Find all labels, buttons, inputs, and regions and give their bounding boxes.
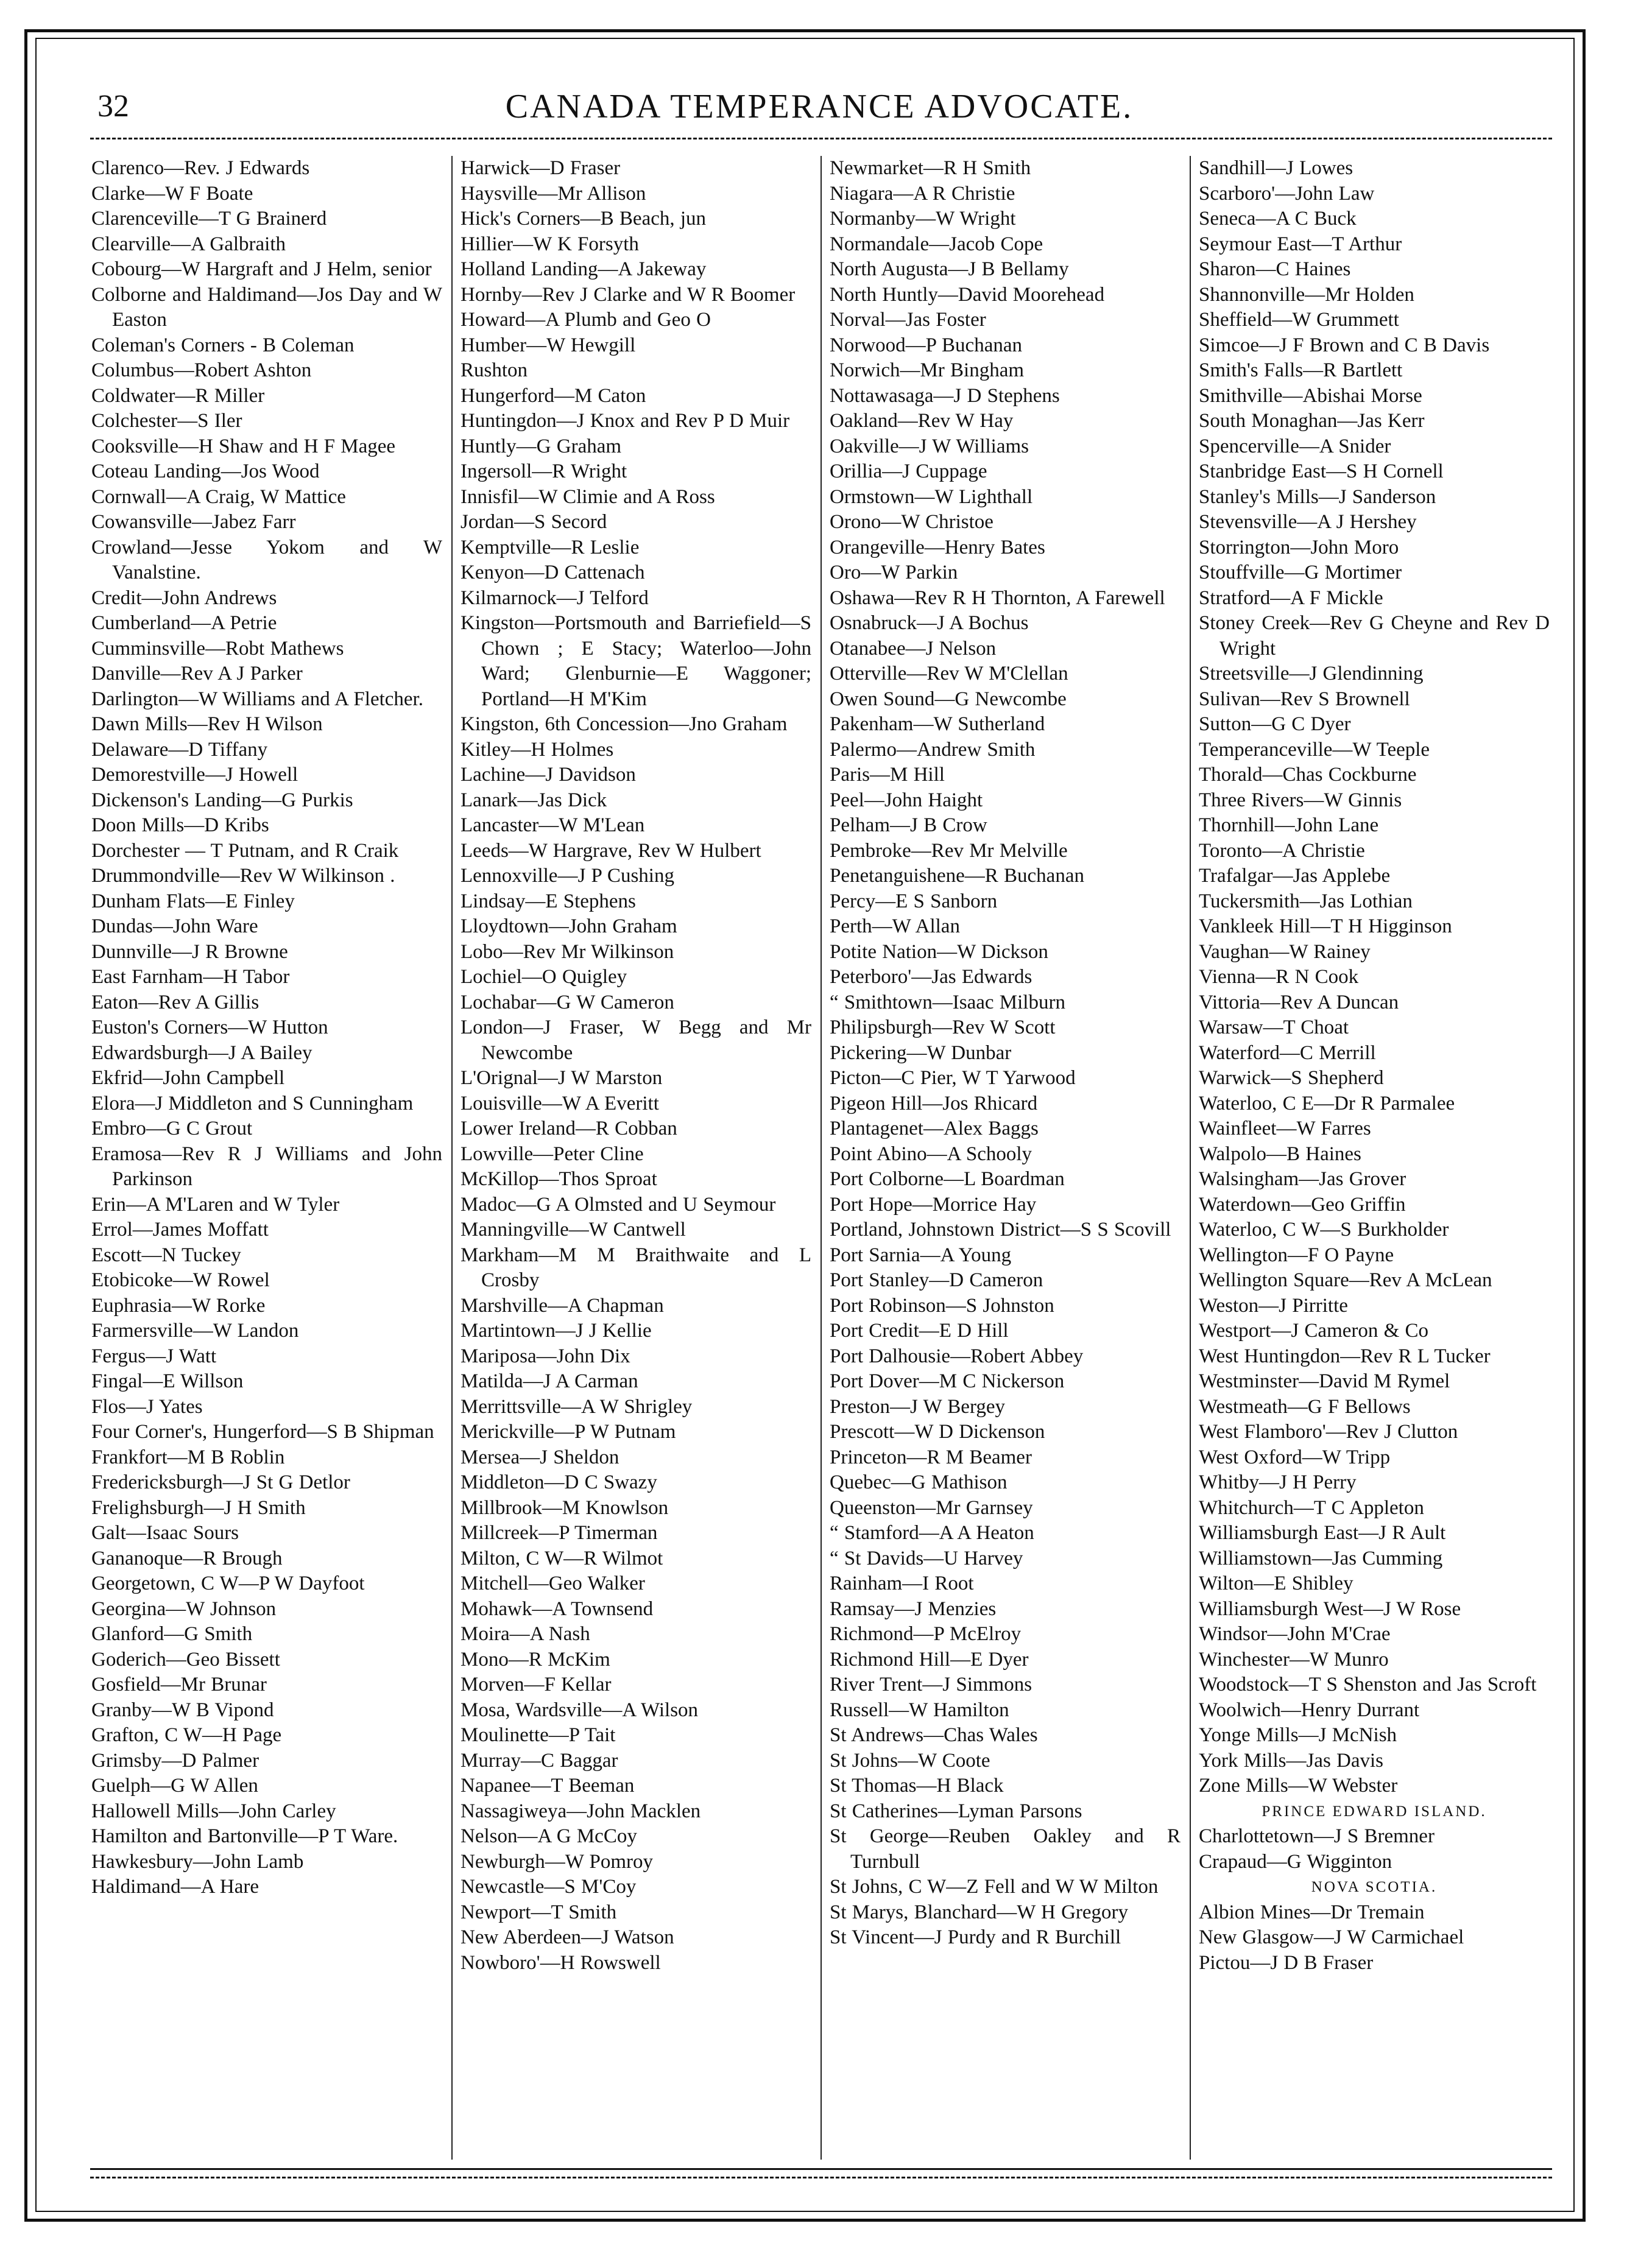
agent-entry: Westport—J Cameron & Co <box>1199 1320 1429 1342</box>
agent-entry: Howard—A Plumb and Geo O <box>461 309 711 331</box>
agent-entry: Potite Nation—W Dickson <box>830 940 1048 963</box>
agent-entry: Colborne and Haldimand—Jos Day and W Easton <box>91 283 442 331</box>
agent-entry: Eramosa—Rev R J Williams and John Parkinson <box>91 1143 442 1190</box>
agent-entry: Cumminsville—Robt Mathews <box>91 637 344 660</box>
agent-entry: St Johns—W Coote <box>830 1749 990 1772</box>
agent-entry: Marshville—A Chapman <box>461 1294 664 1317</box>
agent-entry: Winchester—W Munro <box>1199 1648 1389 1671</box>
footer-rule-dashed <box>90 2177 1552 2178</box>
agent-entry: Manningville—W Cantwell <box>461 1219 686 1241</box>
agent-entry: London—J Fraser, W Begg and Mr Newcombe <box>461 1016 811 1064</box>
agent-entry: Newmarket—R H Smith <box>830 157 1031 179</box>
agent-entry: Hillier—W K Forsyth <box>461 233 639 255</box>
agent-entry: Whitchurch—T C Appleton <box>1199 1496 1424 1519</box>
agent-entry: Spencerville—A Snider <box>1199 435 1391 457</box>
agent-entry: Zone Mills—W Webster <box>1199 1775 1398 1797</box>
agent-entry: Kemptville—R Leslie <box>461 536 640 558</box>
agent-entry: Farmersville—W Landon <box>91 1320 299 1342</box>
agent-entry: Euphrasia—W Rorke <box>91 1294 266 1317</box>
agent-entry: Mohawk—A Townsend <box>461 1597 654 1620</box>
agent-entry: Richmond Hill—E Dyer <box>830 1648 1029 1671</box>
agent-entry: Lobo—Rev Mr Wilkinson <box>461 940 674 963</box>
agent-entry: Hamilton and Bartonville—P T Ware. <box>91 1825 398 1847</box>
page-title: CANADA TEMPERANCE ADVOCATE. <box>505 88 1134 125</box>
agent-entry: Norval—Jas Foster <box>830 309 986 331</box>
agent-entry: Pictou—J D B Fraser <box>1199 1951 1374 1974</box>
agent-entry: Osnabruck—J A Bochus <box>830 612 1029 634</box>
agent-entry: Dawn Mills—Rev H Wilson <box>91 713 323 735</box>
agent-entry: Kingston—Portsmouth and Barriefield—S Chown ; E Stacy; Waterloo—John Ward; Glenburnie—E Waggoner; Portland—H M'Kim <box>461 612 811 710</box>
agent-entry: South Monaghan—Jas Kerr <box>1199 410 1425 432</box>
agent-entry: Hick's Corners—B Beach, jun <box>461 208 707 230</box>
agent-entry: Shannonville—Mr Holden <box>1199 283 1414 306</box>
agent-entry: Normanby—W Wright <box>830 208 1016 230</box>
agent-entry: “ Stamford—A A Heaton <box>830 1522 1034 1544</box>
agent-entry: Mosa, Wardsville—A Wilson <box>461 1699 699 1721</box>
agent-entry: Moulinette—P Tait <box>461 1724 616 1746</box>
agent-entry: Holland Landing—A Jakeway <box>461 258 707 280</box>
agent-entry: Coldwater—R Miller <box>91 384 265 407</box>
agent-entry: Goderich—Geo Bissett <box>91 1648 280 1671</box>
agent-entry: Morven—F Kellar <box>461 1674 612 1696</box>
agent-entry: Newport—T Smith <box>461 1901 617 1923</box>
agent-entry: Embro—G C Grout <box>91 1118 253 1139</box>
column-divider <box>1190 156 1191 2160</box>
agent-entry: Smithville—Abishai Morse <box>1199 384 1422 407</box>
agent-entry: Madoc—G A Olmsted and U Seymour <box>461 1193 776 1216</box>
agent-entry: Georgina—W Johnson <box>91 1597 277 1620</box>
agent-entry: Otanabee—J Nelson <box>830 637 997 660</box>
section-heading: PRINCE EDWARD ISLAND. <box>1262 1803 1487 1820</box>
agent-entry: Port Stanley—D Cameron <box>830 1269 1043 1291</box>
agent-entry: Nottawasaga—J D Stephens <box>830 384 1060 407</box>
agent-entry: Pickering—W Dunbar <box>830 1041 1012 1064</box>
agent-entry: Ingersoll—R Wright <box>461 460 627 482</box>
agent-entry: Napanee—T Beeman <box>461 1775 635 1797</box>
agent-entry: Vankleek Hill—T H Higginson <box>1199 915 1452 937</box>
agent-entry: Hawkesbury—John Lamb <box>91 1850 304 1873</box>
agent-entry: Coteau Landing—Jos Wood <box>91 460 320 482</box>
agent-entry: Cumberland—A Petrie <box>91 612 277 634</box>
agent-entry: Clarke—W F Boate <box>91 182 253 205</box>
agent-entry: Haldimand—A Hare <box>91 1876 259 1898</box>
agent-entry: Dorchester — T Putnam, and R Craik <box>91 839 399 862</box>
agent-entry: Three Rivers—W Ginnis <box>1199 789 1402 811</box>
agent-entry: West Flamboro'—Rev J Clutton <box>1199 1421 1458 1443</box>
agent-entry: Port Credit—E D Hill <box>830 1320 1009 1342</box>
agent-entry: Glanford—G Smith <box>91 1623 253 1645</box>
page-header <box>73 85 1565 128</box>
agent-entry: Port Dalhousie—Robert Abbey <box>830 1345 1084 1367</box>
agent-entry: Euston's Corners—W Hutton <box>91 1016 328 1038</box>
agent-entry: Eaton—Rev A Gillis <box>91 991 259 1013</box>
agent-entry: Richmond—P McElroy <box>830 1623 1022 1645</box>
agent-entry: Mersea—J Sheldon <box>461 1446 619 1468</box>
agent-entry: Oro—W Parkin <box>830 562 958 583</box>
agent-entry: Simcoe—J F Brown and C B Davis <box>1199 334 1490 356</box>
agent-entry: Nowboro'—H Rowswell <box>461 1951 661 1974</box>
agent-entry: Russell—W Hamilton <box>830 1699 1009 1721</box>
agent-entry: Port Hope—Morrice Hay <box>830 1193 1037 1216</box>
agent-entry: “ Smithtown—Isaac Milburn <box>830 991 1065 1013</box>
agent-entry: St Andrews—Chas Wales <box>830 1724 1038 1746</box>
agent-entry: Coleman's Corners - B Coleman <box>91 334 355 356</box>
agent-entry: St Catherines—Lyman Parsons <box>830 1800 1082 1822</box>
agent-entry: Darlington—W Williams and A Fletcher. <box>91 688 423 710</box>
agent-entry: Weston—J Pirritte <box>1199 1294 1348 1317</box>
agent-entry: Thorald—Chas Cockburne <box>1199 764 1417 786</box>
column-1 <box>91 156 442 2160</box>
agent-entry: Galt—Isaac Sours <box>91 1522 239 1544</box>
agent-entry: Sheffield—W Grummett <box>1199 309 1399 331</box>
agent-entry: Charlottetown—J S Bremner <box>1199 1825 1435 1847</box>
agent-entry: Millcreek—P Timerman <box>461 1522 658 1544</box>
footer-rule <box>90 2168 1552 2170</box>
agent-entry: Ormstown—W Lighthall <box>830 485 1033 508</box>
agent-entry: Mariposa—John Dix <box>461 1345 630 1367</box>
agent-entry: “ St Davids—U Harvey <box>830 1547 1023 1569</box>
agent-entry: Granby—W B Vipond <box>91 1699 274 1721</box>
agent-entry: Yonge Mills—J McNish <box>1199 1724 1397 1746</box>
agent-entry: West Huntingdon—Rev R L Tucker <box>1199 1345 1491 1367</box>
agent-entry: Cowansville—Jabez Farr <box>91 511 296 533</box>
agent-entry: Elora—J Middleton and S Cunningham <box>91 1092 414 1115</box>
agent-entry: Stevensville—A J Hershey <box>1199 511 1417 533</box>
agent-entry: Lindsay—E Stephens <box>461 890 636 912</box>
agent-entry: Kilmarnock—J Telford <box>461 586 649 609</box>
agent-entry: Rushton <box>461 359 528 381</box>
agent-entry: New Glasgow—J W Carmichael <box>1199 1926 1464 1948</box>
agent-entry: Wellington Square—Rev A McLean <box>1199 1269 1492 1291</box>
agent-entry: Edwardsburgh—J A Bailey <box>91 1041 312 1064</box>
agent-entry: Newcastle—S M'Coy <box>461 1876 637 1898</box>
agent-entry: Williamstown—Jas Cumming <box>1199 1547 1443 1569</box>
agent-entry: Toronto—A Christie <box>1199 839 1365 862</box>
agent-entry: Waterloo, C E—Dr R Parmalee <box>1199 1092 1455 1115</box>
agent-entry: Millbrook—M Knowlson <box>461 1496 669 1519</box>
agent-entry: Port Dover—M C Nickerson <box>830 1370 1065 1392</box>
agent-entry: Frankfort—M B Roblin <box>91 1446 285 1468</box>
agent-entry: Innisfil—W Climie and A Ross <box>461 485 715 508</box>
agent-entry: Peterboro'—Jas Edwards <box>830 966 1032 988</box>
agent-entry: Errol—James Moffatt <box>91 1219 269 1241</box>
agent-entry: Oakville—J W Williams <box>830 435 1029 457</box>
agent-entry: Lochiel—O Quigley <box>461 966 627 988</box>
agent-entry: Storrington—John Moro <box>1199 536 1399 558</box>
agent-entry: Flos—J Yates <box>91 1395 203 1418</box>
agent-entry: Doon Mills—D Kribs <box>91 814 269 836</box>
agent-entry: Sandhill—J Lowes <box>1199 157 1353 179</box>
agent-entry: Matilda—J A Carman <box>461 1370 638 1392</box>
agent-entry: Dickenson's Landing—G Purkis <box>91 789 353 811</box>
agent-entry: Lancaster—W M'Lean <box>461 814 645 836</box>
agent-entry: Princeton—R M Beamer <box>830 1446 1032 1468</box>
agent-entry: McKillop—Thos Sproat <box>461 1168 657 1190</box>
agent-entry: Streetsville—J Glendinning <box>1199 663 1424 685</box>
agent-entry: St George—Reuben Oakley and R Turnbull <box>830 1825 1181 1873</box>
agent-entry: Huntly—G Graham <box>461 435 622 457</box>
agent-entry: Mitchell—Geo Walker <box>461 1572 645 1594</box>
agent-entry: Orangeville—Henry Bates <box>830 536 1045 558</box>
agent-entry: Clarenco—Rev. J Edwards <box>91 157 310 179</box>
agent-entry: Smith's Falls—R Bartlett <box>1199 359 1403 381</box>
agent-entry: Pembroke—Rev Mr Melville <box>830 839 1068 862</box>
agent-entry: Louisville—W A Everitt <box>461 1092 659 1115</box>
agent-entry: Penetanguishene—R Buchanan <box>830 865 1084 887</box>
agent-entry: Dunham Flats—E Finley <box>91 890 295 912</box>
agent-entry: Humber—W Hewgill <box>461 334 636 356</box>
agent-entry: Pakenham—W Sutherland <box>830 713 1045 735</box>
agent-entry: Port Robinson—S Johnston <box>830 1294 1054 1317</box>
agent-entry: New Aberdeen—J Watson <box>461 1926 674 1948</box>
agent-entry: East Farnham—H Tabor <box>91 966 290 988</box>
agent-entry: Demorestville—J Howell <box>91 764 298 786</box>
agent-entry: Norwood—P Buchanan <box>830 334 1022 356</box>
agent-entry: Palermo—Andrew Smith <box>830 738 1036 761</box>
agent-entry: Georgetown, C W—P W Dayfoot <box>91 1572 365 1594</box>
agent-entry: Trafalgar—Jas Applebe <box>1199 865 1391 887</box>
agent-entry: Wilton—E Shibley <box>1199 1572 1353 1594</box>
agent-entry: Lochabar—G W Cameron <box>461 991 674 1013</box>
agent-entry: Sutton—G C Dyer <box>1199 713 1351 735</box>
agent-entry: Temperanceville—W Teeple <box>1199 738 1430 761</box>
agent-entry: Woolwich—Henry Durrant <box>1199 1699 1420 1721</box>
agent-entry: Hornby—Rev J Clarke and W R Boomer <box>461 283 796 306</box>
agent-entry: Otterville—Rev W M'Clellan <box>830 663 1068 685</box>
agent-entry: Scarboro'—John Law <box>1199 182 1375 205</box>
agent-entry: Cobourg—W Hargraft and J Helm, senior <box>91 258 432 280</box>
agent-entry: Lower Ireland—R Cobban <box>461 1118 677 1139</box>
column-divider <box>451 156 453 2160</box>
agent-entry: Ramsay—J Menzies <box>830 1597 997 1620</box>
agent-entry: Gosfield—Mr Brunar <box>91 1674 267 1696</box>
agent-entry: Thornhill—John Lane <box>1199 814 1379 836</box>
agent-entry: Lloydtown—John Graham <box>461 915 677 937</box>
agent-entry: Pigeon Hill—Jos Rhicard <box>830 1092 1038 1115</box>
agent-entry: Middleton—D C Swazy <box>461 1471 657 1493</box>
agent-entry: L'Orignal—J W Marston <box>461 1067 663 1089</box>
agent-entry: Huntingdon—J Knox and Rev P D Muir <box>461 410 790 432</box>
agent-entry: Nelson—A G McCoy <box>461 1825 637 1847</box>
agent-entry: Plantagenet—Alex Baggs <box>830 1118 1039 1139</box>
agent-entry: Pelham—J B Crow <box>830 814 987 836</box>
agent-entry: Milton, C W—R Wilmot <box>461 1547 663 1569</box>
agent-entry: Escott—N Tuckey <box>91 1244 241 1266</box>
agent-entry: Owen Sound—G Newcombe <box>830 688 1067 710</box>
agent-entry: Fredericksburgh—J St G Detlor <box>91 1471 350 1493</box>
agent-entry: Port Sarnia—A Young <box>830 1244 1012 1266</box>
agent-entry: Credit—John Andrews <box>91 586 277 609</box>
agent-entry: Preston—J W Bergey <box>830 1395 1005 1418</box>
agent-entry: Murray—C Baggar <box>461 1749 618 1772</box>
agent-entry: Sulivan—Rev S Brownell <box>1199 688 1410 710</box>
agent-entry: West Oxford—W Tripp <box>1199 1446 1391 1468</box>
agent-entry: Walpolo—B Haines <box>1199 1143 1361 1165</box>
agent-entry: Prescott—W D Dickenson <box>830 1421 1045 1443</box>
agent-entry: Dundas—John Ware <box>91 915 258 937</box>
agent-entry: Kenyon—D Cattenach <box>461 562 645 583</box>
agent-entry: Seneca—A C Buck <box>1199 208 1357 230</box>
agent-entry: Markham—M M Braithwaite and L Crosby <box>461 1244 811 1291</box>
agent-entry: York Mills—Jas Davis <box>1199 1749 1384 1772</box>
agent-entry: Stoney Creek—Rev G Cheyne and Rev D Wright <box>1199 612 1550 660</box>
agent-entry: Picton—C Pier, W T Yarwood <box>830 1067 1076 1089</box>
column-2 <box>461 156 811 2160</box>
agent-entry: Vittoria—Rev A Duncan <box>1199 991 1399 1013</box>
agent-entry: Merrittsville—A W Shrigley <box>461 1395 693 1418</box>
agent-entry: Warwick—S Shepherd <box>1199 1067 1384 1089</box>
agent-entry: Hungerford—M Caton <box>461 384 646 407</box>
agent-entry: Percy—E S Sanborn <box>830 890 998 912</box>
agent-entry: Lanark—Jas Dick <box>461 789 607 811</box>
agent-entry: Whitby—J H Perry <box>1199 1471 1357 1493</box>
agent-entry: Stouffville—G Mortimer <box>1199 562 1402 583</box>
agent-entry: Colchester—S Iler <box>91 410 242 432</box>
agent-entry: Norwich—Mr Bingham <box>830 359 1025 381</box>
agent-entry: St Johns, C W—Z Fell and W W Milton <box>830 1876 1159 1898</box>
agent-entry: Windsor—John M'Crae <box>1199 1623 1391 1645</box>
agent-entry: Kitley—H Holmes <box>461 738 614 761</box>
agent-entry: Oakland—Rev W Hay <box>830 410 1014 432</box>
agent-entry: Dunnville—J R Browne <box>91 940 288 963</box>
agent-entry: Waterloo, C W—S Burkholder <box>1199 1219 1449 1241</box>
agent-entry: North Augusta—J B Bellamy <box>830 258 1069 280</box>
agent-entry: Port Colborne—L Boardman <box>830 1168 1065 1190</box>
agent-entry: Lennoxville—J P Cushing <box>461 865 674 887</box>
agent-entry: Mono—R McKim <box>461 1648 610 1671</box>
agent-entry: Quebec—G Mathison <box>830 1471 1008 1493</box>
agent-entry: Danville—Rev A J Parker <box>91 663 303 685</box>
agent-entry: Queenston—Mr Garnsey <box>830 1496 1033 1519</box>
agent-entry: Martintown—J J Kellie <box>461 1320 652 1342</box>
agent-entry: Vienna—R N Cook <box>1199 966 1359 988</box>
agent-entry: St Thomas—H Black <box>830 1775 1004 1797</box>
agent-entry: Etobicoke—W Rowel <box>91 1269 270 1291</box>
agent-entry: Westminster—David M Rymel <box>1199 1370 1450 1392</box>
agent-entry: Nassagiweya—John Macklen <box>461 1800 701 1822</box>
agent-entry: St Marys, Blanchard—W H Gregory <box>830 1901 1129 1923</box>
agent-entry: Haysville—Mr Allison <box>461 182 646 205</box>
agent-entry: Merickville—P W Putnam <box>461 1421 676 1443</box>
agent-entry: Stanley's Mills—J Sanderson <box>1199 485 1436 508</box>
agent-entry: Leeds—W Hargrave, Rev W Hulbert <box>461 839 761 862</box>
agent-entry: Guelph—G W Allen <box>91 1775 258 1797</box>
agent-entry: Erin—A M'Laren and W Tyler <box>91 1193 340 1216</box>
agent-entry: Grimsby—D Palmer <box>91 1749 259 1772</box>
agent-entry: Oshawa—Rev R H Thornton, A Farewell <box>830 586 1165 609</box>
agent-entry: Tuckersmith—Jas Lothian <box>1199 890 1413 912</box>
agent-entry: Orono—W Christoe <box>830 511 993 533</box>
agent-entry: Williamsburgh East—J R Ault <box>1199 1522 1446 1544</box>
column-3 <box>830 156 1181 2160</box>
header-rule <box>90 138 1552 139</box>
agent-entry: Peel—John Haight <box>830 789 983 811</box>
column-divider <box>821 156 822 2160</box>
agent-entry: Cornwall—A Craig, W Mattice <box>91 485 346 508</box>
agent-entry: Woodstock—T S Shenston and Jas Scroft <box>1199 1674 1537 1696</box>
page-number: 32 <box>97 89 129 124</box>
agent-entry: Stanbridge East—S H Cornell <box>1199 460 1444 482</box>
agent-entry: Niagara—A R Christie <box>830 182 1015 205</box>
agent-entry: Normandale—Jacob Cope <box>830 233 1043 255</box>
agent-entry: Vaughan—W Rainey <box>1199 940 1371 963</box>
agent-entry: Albion Mines—Dr Tremain <box>1199 1901 1425 1923</box>
agent-entry: Ekfrid—John Campbell <box>91 1067 285 1089</box>
agent-entry: Four Corner's, Hungerford—S B Shipman <box>91 1421 434 1443</box>
agent-entry: Walsingham—Jas Grover <box>1199 1168 1406 1190</box>
agent-entry: Warsaw—T Choat <box>1199 1016 1349 1038</box>
agent-entry: Rainham—I Root <box>830 1572 974 1594</box>
agent-entry: Cooksville—H Shaw and H F Magee <box>91 435 396 457</box>
agent-entry: Delaware—D Tiffany <box>91 738 268 761</box>
section-heading: NOVA SCOTIA. <box>1311 1879 1438 1895</box>
column-4 <box>1199 156 1550 2160</box>
agent-entry: Point Abino—A Schooly <box>830 1143 1032 1165</box>
agent-entry: Kingston, 6th Concession—Jno Graham <box>461 713 788 735</box>
agent-entry: Drummondville—Rev W Wilkinson . <box>91 865 395 887</box>
agent-entry: Portland, Johnstown District—S S Scovill <box>830 1219 1171 1241</box>
agent-entry: St Vincent—J Purdy and R Burchill <box>830 1926 1121 1948</box>
agent-entry: Williamsburgh West—J W Rose <box>1199 1597 1461 1620</box>
agent-entry: Westmeath—G F Bellows <box>1199 1395 1411 1418</box>
agent-entry: Lachine—J Davidson <box>461 764 636 786</box>
agent-entry: Lowville—Peter Cline <box>461 1143 644 1165</box>
agent-entry: Fergus—J Watt <box>91 1345 217 1367</box>
agent-entry: Gananoque—R Brough <box>91 1547 283 1569</box>
agent-entry: Stratford—A F Mickle <box>1199 586 1383 609</box>
agent-entry: Crapaud—G Wigginton <box>1199 1850 1392 1873</box>
agent-entry: Orillia—J Cuppage <box>830 460 987 482</box>
agent-entry: Frelighsburgh—J H Smith <box>91 1496 306 1519</box>
agent-entry: Grafton, C W—H Page <box>91 1724 282 1746</box>
agent-entry: Waterford—C Merrill <box>1199 1041 1376 1064</box>
agent-entry: Wellington—F O Payne <box>1199 1244 1394 1266</box>
agent-entry: Wainfleet—W Farres <box>1199 1118 1371 1139</box>
agent-entry: Crowland—Jesse Yokom and W Vanalstine. <box>91 536 442 583</box>
agent-entry: North Huntly—David Moorehead <box>830 283 1105 306</box>
agent-entry: Perth—W Allan <box>830 915 960 937</box>
agent-entry: River Trent—J Simmons <box>830 1674 1032 1696</box>
agent-entry: Fingal—E Willson <box>91 1370 244 1392</box>
agent-entry: Clarenceville—T G Brainerd <box>91 208 327 230</box>
agent-entry: Moira—A Nash <box>461 1623 590 1645</box>
agent-entry: Harwick—D Fraser <box>461 157 621 179</box>
agent-entry: Paris—M Hill <box>830 764 945 786</box>
agent-entry: Clearville—A Galbraith <box>91 233 286 255</box>
agent-entry: Waterdown—Geo Griffin <box>1199 1193 1406 1216</box>
agent-entry: Sharon—C Haines <box>1199 258 1351 280</box>
agent-entry: Newburgh—W Pomroy <box>461 1850 654 1873</box>
agent-entry: Jordan—S Secord <box>461 511 607 533</box>
agents-listing <box>91 156 1553 2160</box>
agent-entry: Hallowell Mills—John Carley <box>91 1800 336 1822</box>
agent-entry: Columbus—Robert Ashton <box>91 359 312 381</box>
agent-entry: Philipsburgh—Rev W Scott <box>830 1016 1056 1038</box>
agent-entry: Seymour East—T Arthur <box>1199 233 1402 255</box>
